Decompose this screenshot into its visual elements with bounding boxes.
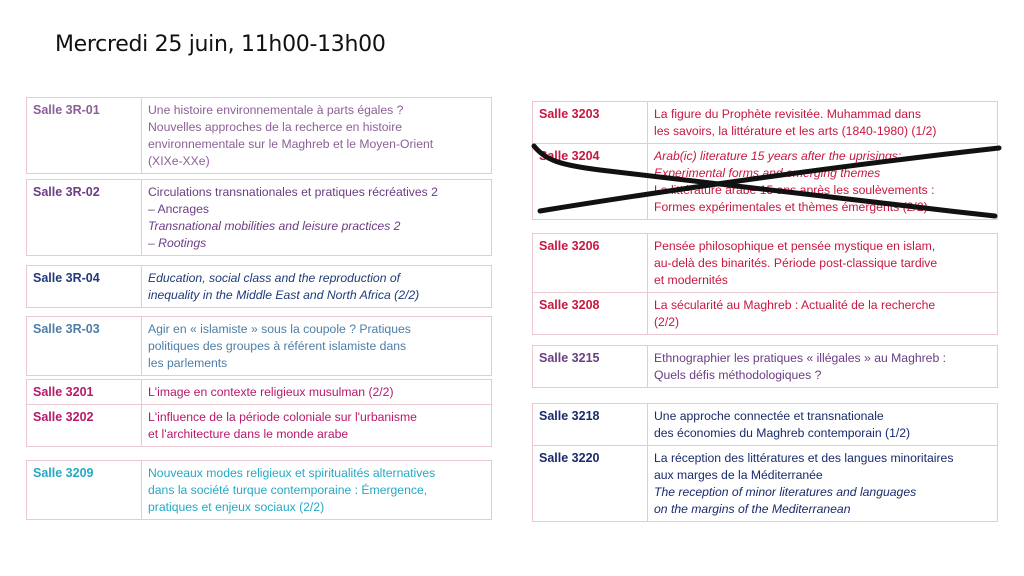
session-block [26, 460, 492, 520]
room-label: Salle 3R-03 [27, 317, 142, 376]
session-block [26, 265, 492, 308]
session-title [648, 446, 998, 522]
session-title-line: (XIXe-XXe) [148, 154, 210, 168]
room-label: Salle 3215 [533, 346, 648, 388]
session-row-salle-3204 [533, 144, 998, 220]
session-row-salle-3206 [533, 234, 998, 293]
session-title-line: pratiques et enjeux sociaux (2/2) [148, 500, 325, 514]
session-title-line: dans la société turque contemporaine : Émergence, [148, 483, 428, 497]
session-title-line: politiques des groupes à référent islamiste dans [148, 339, 407, 353]
session-title-line: environnementale sur le Maghreb et le Moyen-Orient [148, 137, 434, 151]
session-title-line: les parlements [148, 356, 228, 370]
session-title [648, 234, 998, 293]
session-block [26, 179, 492, 256]
room-label: Salle 3R-04 [27, 266, 142, 308]
session-row-salle-3209 [27, 461, 492, 520]
session-title-line: Arab(ic) literature 15 years after the uprisings: [654, 149, 902, 163]
session-title-line: Pensée philosophique et pensée mystique en islam, [654, 239, 936, 253]
session-row-salle-3r-04 [27, 266, 492, 308]
session-block [26, 379, 492, 447]
session-block [532, 345, 998, 388]
session-block [26, 97, 492, 174]
session-title-line: La littérature arabe 15 ans après les soulèvements : [654, 183, 935, 197]
session-title [142, 405, 492, 447]
session-title-line: L'influence de la période coloniale sur l'urbanisme [148, 410, 417, 424]
session-title-line: Nouvelles approches de la recherce en histoire [148, 120, 403, 134]
session-row-salle-3215 [533, 346, 998, 388]
session-title [648, 102, 998, 144]
session-title-line: les savoirs, la littérature et les arts (1840-1980) (1/2) [654, 124, 937, 138]
room-label: Salle 3203 [533, 102, 648, 144]
session-title-line: La sécularité au Maghreb : Actualité de la recherche [654, 298, 936, 312]
session-title-line: Education, social class and the reproduction of [148, 271, 401, 285]
session-title-line: aux marges de la Méditerranée [654, 468, 823, 482]
room-label: Salle 3206 [533, 234, 648, 293]
session-title [142, 180, 492, 256]
session-title-line: et l'architecture dans le monde arabe [148, 427, 349, 441]
room-label: Salle 3R-02 [27, 180, 142, 256]
session-title-line: – Ancrages [148, 202, 209, 216]
session-title [142, 461, 492, 520]
session-block [532, 101, 998, 220]
session-title-line: La figure du Prophète revisitée. Muhammad dans [654, 107, 921, 121]
session-row-salle-3203 [533, 102, 998, 144]
session-title-line: Une approche connectée et transnationale [654, 409, 884, 423]
session-title [648, 346, 998, 388]
session-title-line: Formes expérimentales et thèmes émergents (2/2) [654, 200, 928, 214]
session-title-line: Circulations transnationales et pratiques récréatives 2 [148, 185, 438, 199]
room-label: Salle 3208 [533, 293, 648, 335]
session-title-line: Quels défis méthodologiques ? [654, 368, 822, 382]
session-title-line: The reception of minor literatures and languages [654, 485, 917, 499]
room-label: Salle 3209 [27, 461, 142, 520]
session-title-line: au-delà des binarités. Période post-classique tardive [654, 256, 938, 270]
session-title [142, 380, 492, 405]
session-title-line: Agir en « islamiste » sous la coupole ? Pratiques [148, 322, 411, 336]
session-row-salle-3201 [27, 380, 492, 405]
session-title-line: (2/2) [654, 315, 680, 329]
room-label: Salle 3R-01 [27, 98, 142, 174]
session-block [26, 316, 492, 376]
session-title-line: Une histoire environnementale à parts égales ? [148, 103, 404, 117]
session-title-line: Ethnographier les pratiques « illégales » au Maghreb : [654, 351, 947, 365]
session-row-salle-3r-02 [27, 180, 492, 256]
session-title-line: Nouveaux modes religieux et spiritualités alternatives [148, 466, 436, 480]
session-title [648, 293, 998, 335]
session-block [532, 233, 998, 335]
room-label: Salle 3202 [27, 405, 142, 447]
session-title-cancelled [648, 144, 998, 220]
session-title-line: des économies du Maghreb contemporain (1/2) [654, 426, 911, 440]
session-title-line: on the margins of the Mediterranean [654, 502, 851, 516]
room-label: Salle 3218 [533, 404, 648, 446]
session-row-salle-3202 [27, 405, 492, 447]
session-title-line: – Rootings [148, 236, 207, 250]
session-title [648, 404, 998, 446]
session-row-salle-3r-01 [27, 98, 492, 174]
session-title-line: et modernités [654, 273, 728, 287]
session-title [142, 317, 492, 376]
session-row-salle-3218 [533, 404, 998, 446]
room-label: Salle 3204 [533, 144, 648, 220]
session-title-line: inequality in the Middle East and North Africa (2/2) [148, 288, 420, 302]
session-title-line: Transnational mobilities and leisure practices 2 [148, 219, 401, 233]
room-label: Salle 3220 [533, 446, 648, 522]
session-title-line: L'image en contexte religieux musulman (2/2) [148, 385, 394, 399]
session-title-line: Experimental forms and emerging themes [654, 166, 881, 180]
session-title [142, 98, 492, 174]
session-block [532, 403, 998, 522]
session-row-salle-3r-03 [27, 317, 492, 376]
session-title-line: La réception des littératures et des langues minoritaires [654, 451, 954, 465]
session-title [142, 266, 492, 308]
session-row-salle-3220 [533, 446, 998, 522]
room-label: Salle 3201 [27, 380, 142, 405]
page-title: Mercredi 25 juin, 11h00-13h00 [55, 32, 386, 57]
session-row-salle-3208 [533, 293, 998, 335]
